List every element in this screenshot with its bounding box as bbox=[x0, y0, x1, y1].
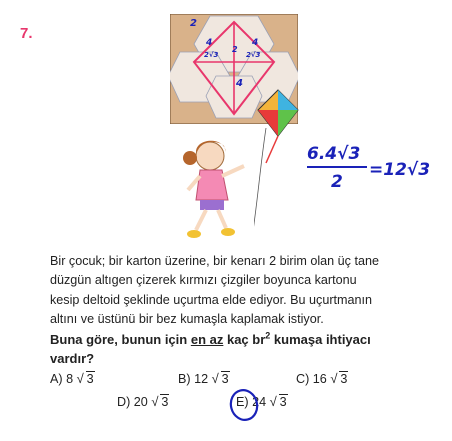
prompt-part2: kaç br bbox=[223, 332, 266, 347]
question-number: 7. bbox=[20, 25, 33, 42]
prompt-line2: vardır? bbox=[50, 351, 95, 366]
handwritten-calculation bbox=[305, 135, 435, 205]
hw-denominator: 2 bbox=[331, 172, 343, 192]
label-left-4: 4 bbox=[206, 38, 213, 48]
body-line: kesip deltoid şeklinde uçurtma elde ediyor. Bu uçurtmanın bbox=[50, 292, 373, 307]
label-mid-2: 2 bbox=[232, 45, 238, 54]
prompt-part3: kumaşa ihtiyacı bbox=[270, 332, 371, 347]
hw-result: =12√3 bbox=[369, 160, 431, 180]
option-d[interactable]: D) 20 √ 3 bbox=[117, 395, 169, 409]
prompt-part1: Buna göre, bunun için bbox=[50, 332, 191, 347]
girl-illustration bbox=[178, 132, 253, 242]
body-line: Bir çocuk; bir karton üzerine, bir kenarı 2 birim olan üç tane bbox=[50, 254, 379, 268]
option-a[interactable]: A) 8 √ 3 bbox=[50, 372, 95, 386]
label-mid-right: 2√3 bbox=[246, 51, 261, 59]
answer-circle-mark bbox=[226, 388, 262, 422]
question-body bbox=[50, 252, 416, 329]
body-line: altını ve üstünü bir bez kumaşla kaplamak istiyor. bbox=[50, 311, 324, 326]
label-right-4: 4 bbox=[252, 38, 259, 48]
body-line: düzgün altıgen çizerek kırmızı çizgiler boyunca kartonu bbox=[50, 273, 357, 288]
kite-illustration bbox=[254, 88, 302, 238]
prompt-sup: 2 bbox=[265, 330, 271, 341]
option-c[interactable]: C) 16 √ 3 bbox=[296, 372, 348, 386]
option-b[interactable]: B) 12 √ 3 bbox=[178, 372, 230, 386]
label-mid-left: 2√3 bbox=[204, 51, 219, 59]
question-prompt bbox=[50, 330, 416, 368]
option-e[interactable]: E) 24 √ 3 bbox=[236, 395, 288, 409]
prompt-underlined: en az bbox=[190, 332, 224, 347]
label-top: 2 bbox=[190, 18, 197, 29]
label-bottom: 4 bbox=[236, 78, 243, 89]
hw-numerator: 6.4√3 bbox=[307, 144, 361, 164]
